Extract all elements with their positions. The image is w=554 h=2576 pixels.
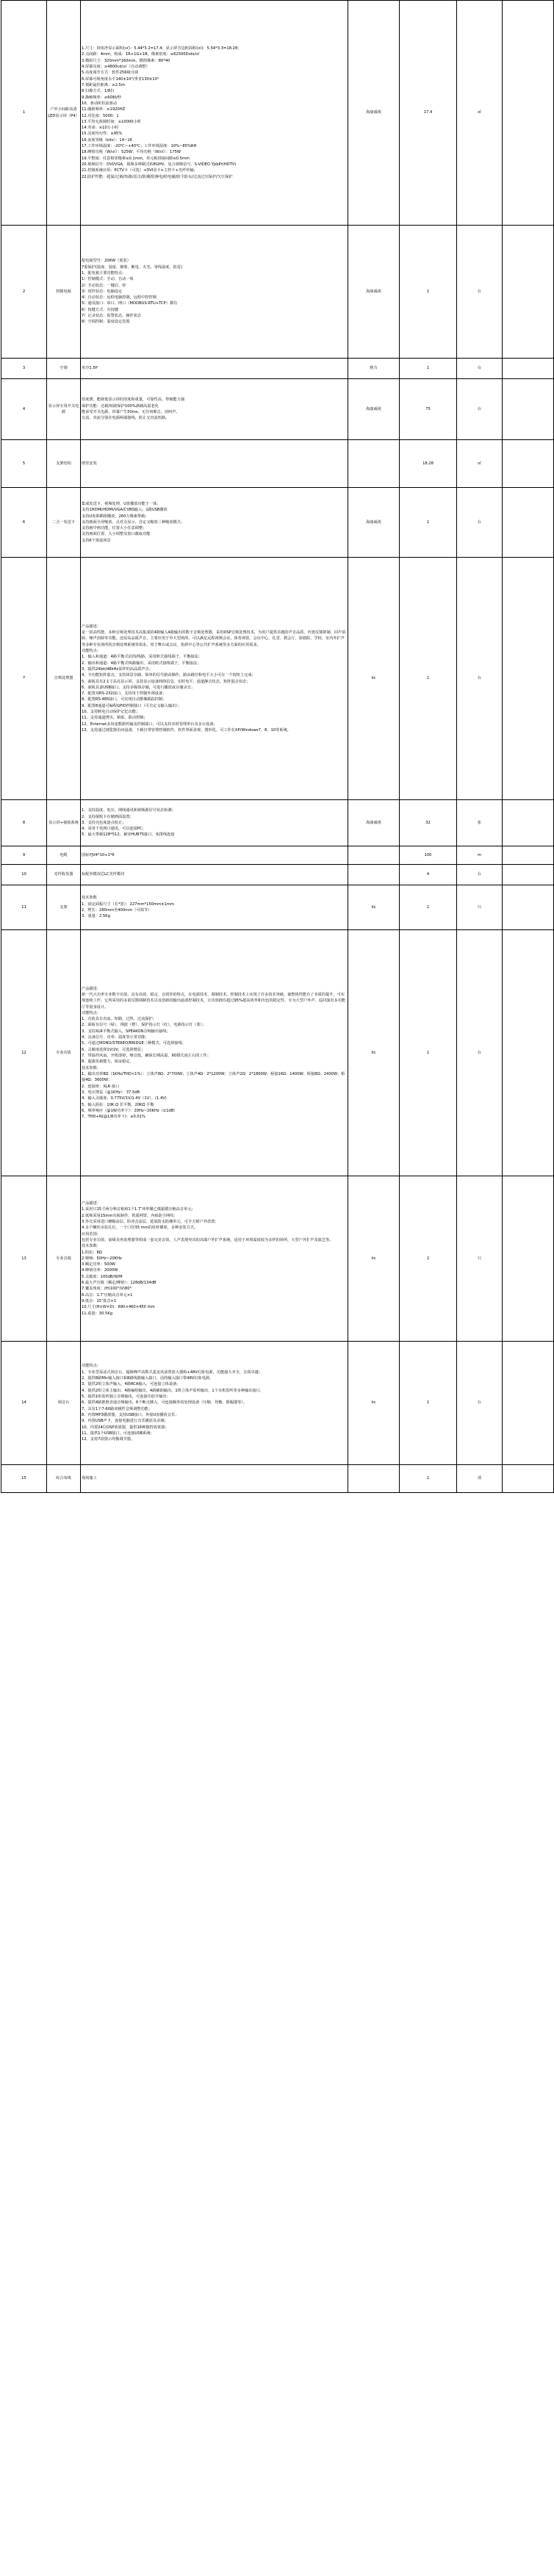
item-blank (503, 865, 554, 885)
item-spec (81, 846, 348, 865)
item-name: 显示屏+接收系统 (47, 800, 81, 846)
spec-line: 产品描述： (82, 986, 101, 991)
spec-line: 能承受开关电源，屏幕产生50ms，无任何难音，消叫声。 (82, 410, 180, 414)
item-quantity: 1 (400, 1342, 457, 1465)
spec-line: 7、带温控风扇，开机即停，噪音低，确保长期高温、60摄氏度左右的工作； (82, 1054, 211, 1058)
table-row (1, 1342, 554, 1465)
table-row (1, 846, 554, 865)
table-row (1, 440, 554, 488)
item-blank (503, 1342, 554, 1465)
spec-line: 1、支持温度、电压、网线通讯和视频源信号状态检测； (82, 808, 176, 813)
item-unit: 台 (457, 865, 503, 885)
item-name: 支架结构 (47, 440, 81, 488)
item-unit: 只 (457, 885, 503, 930)
item-spec (81, 379, 348, 440)
item-spec (81, 865, 348, 885)
item-blank (503, 1, 554, 226)
spec-line: 13、支持通过浏览器访问设备，下载自带管理控制软件，软件界面直观、图形化，可工作在XP/Windows7、8、10等系统。 (82, 728, 291, 733)
spec-line: 3、支持亮色度逐点校正； (82, 820, 126, 825)
item-quantity: 100 (400, 846, 457, 865)
spec-line: 3、支持XLR平衡式输入，SPEAKON音响输出接线； (82, 1029, 170, 1034)
spec-line: 3）时控状态：电脑设定 (82, 289, 123, 294)
spec-line: 3、提供2组立体声输入，4路RCA输入，可连接立体设备； (82, 1382, 181, 1387)
spec-line: 4.屏幕亮度：≥4800cd/㎡（自动调整） (82, 65, 150, 69)
item-brand: itc (348, 1176, 400, 1342)
item-blank (503, 800, 554, 846)
row-number: 15 (1, 1465, 47, 1493)
row-number: 1 (1, 1, 47, 226)
spec-line: 支持画中画功能，位置大小任意调整； (82, 526, 147, 531)
row-number: 8 (1, 800, 47, 846)
item-name: 专业音箱 (47, 1176, 81, 1342)
item-brand: itc (348, 885, 400, 930)
item-quantity: 1 (400, 1465, 457, 1493)
spec-line: 5、最大带载128*512，兼容HUB75接口，免排线连接 (82, 832, 175, 838)
spec-line: 2）手动状态：一键启、停 (82, 283, 126, 288)
spec-line: 12.对比度：5000：1 (82, 113, 119, 118)
item-unit: 只 (457, 1176, 503, 1342)
spec-line: 1）控制模式：手动、自动一体 (82, 277, 134, 282)
item-blank (503, 846, 554, 865)
item-unit: 台 (457, 558, 503, 800)
item-blank (503, 359, 554, 379)
item-blank (503, 440, 554, 488)
item-name: 综合布线 (47, 1465, 81, 1493)
spec-line: 3.额定功率：500W (82, 1262, 115, 1267)
item-quantity: 17.4 (400, 1, 457, 226)
item-unit: 项 (457, 1465, 503, 1493)
spec-line: 支持画面全屏缩放、点对点显示、自定义缩放三种缩放模式； (82, 519, 185, 525)
table-row (1, 800, 554, 846)
item-spec (81, 488, 348, 558)
spec-line: 11.重量：30.5Kg (82, 1311, 113, 1316)
spec-line: 10、驱动IC恒流驱动 (82, 101, 118, 106)
spec-line: 配电箱型号：20KW（预装） (82, 259, 131, 264)
spec-line: 交流、直流分别在电源两端接线，防止交直流短路。 (82, 416, 170, 421)
row-number: 12 (1, 930, 47, 1176)
spec-line: 5.灵敏度：100dB/W/M (82, 1274, 123, 1279)
table-row (1, 1465, 554, 1493)
spec-line: 1、配电箱主要功能特点： (82, 270, 126, 276)
spec-line: 7重保护(温度、湿度、烟雾、断电、火光、零线温度、防雷) (82, 265, 183, 270)
spec-line: 国标YJV4*10+1*6 (82, 852, 115, 857)
item-spec (81, 558, 348, 800)
spec-line: 6）按键方式：有按键 (82, 307, 118, 312)
equipment-table (1, 0, 554, 1493)
item-brand: 海康威视 (348, 488, 400, 558)
spec-line: 4）自动状态：远程电脑控制，远程中控控制 (82, 295, 157, 301)
item-quantity: 1 (400, 359, 457, 379)
spec-line: 3.外壳采用进口聚脲涂层，防冲击涂层，延展防水防潮单元，可全天候户外放置； (82, 1219, 219, 1224)
row-number: 4 (1, 379, 47, 440)
item-quantity: 1 (400, 488, 457, 558)
spec-line: 7、配置双RS-232接口，支持用于控制外部设备； (82, 691, 167, 697)
spec-line: 壁挂安装 (82, 461, 97, 466)
spec-line: 5、可通过MONO/STEREO/BRIDGE三种模式，可选择接线； (82, 1041, 186, 1046)
spec-line: 9.换帧频率：≥60帧/秒 (82, 95, 121, 100)
spec-line: 1、功放具有直流、短路、过热、过流保护； (82, 1017, 157, 1022)
spec-line: 5、输入阻抗：10K Ω 非平衡、20KΩ 平衡 (82, 1102, 154, 1107)
spec-line: 2.低频采用15mm夹板制作，铁质网罩，内贴防尘网纹； (82, 1213, 178, 1218)
spec-line: 1.尺寸：屏体净显示面积(㎡)：5.44*3.2=17.4；显示屏含边框面积(㎡)：5.54*3.3=18.28； (82, 46, 242, 51)
spec-line: 12、Enternet多用途数据传输及控制端口，可以支持实时管理单台及多台设备； (82, 722, 217, 727)
spec-line: 1、专业型采添式调音台，超级峰声高数式麦克风前置放大器和+48V幻象电源，功能强大齐全，音质卓越； (82, 1370, 263, 1375)
item-brand: itc (348, 558, 400, 800)
spec-line: 21.控制系统应用：PCTV卡（可选）+DVI显卡+主控卡+光纤传输； (82, 168, 198, 173)
spec-line: 4、具备信号、功率、温度等正常功能； (82, 1035, 149, 1040)
spec-line: 1、输入和通道：4路平衡式话筒/线路，采用欧式接线端子，平衡接法； (82, 655, 202, 660)
spec-line: 技术参数： (82, 1065, 101, 1071)
spec-line: 9、配置8通道可编程GPIO控制接口（可自定义输入输出）； (82, 703, 182, 708)
table-row (1, 930, 554, 1176)
spec-line: 19.平整度：任意相邻像素≤0.1mm，单元板拼接间隙≤0.5mm (82, 156, 190, 161)
table-row (1, 359, 554, 379)
spec-line: 6.屏幕可视角度水平140±10°/垂直130±10° (82, 76, 159, 82)
spec-line: 4、提供2组立体主输出、4路编组输出，4路辅助输出，1组立体声监听输出，1个耳机监听等多种输出接口， (82, 1388, 265, 1393)
spec-line: 应用范围： (82, 1231, 101, 1237)
spec-line: 4.多个螺丝吊装孔位，一个口径35 mm的柱杆插座，多种安装方式。 (82, 1226, 198, 1231)
spec-line: 10、内置24位DSP效果器，提供16种独特效果器； (82, 1425, 169, 1430)
item-spec (81, 930, 348, 1176)
item-quantity: 2 (400, 885, 457, 930)
spec-line: 6、灵敏度选择1V/2V，可选择增益； (82, 1047, 145, 1052)
spec-line: 2、提供8路Mic输入接口和8路线路输入接口，话筒输入接口带48V幻象电源， (82, 1376, 214, 1381)
row-number: 2 (1, 226, 47, 359)
item-unit: 台 (457, 226, 503, 359)
spec-line: 单冷1.5P (82, 366, 98, 371)
spec-line: 支持6个预设场景 (82, 538, 111, 543)
spec-line: 6、频率响应（@1W功率下）：20Hz~20KHz（±1dB） (82, 1108, 178, 1113)
equipment-table-body (1, 1, 554, 1493)
spec-line: 技术参数： (82, 1244, 101, 1249)
spec-line: 13.平均无故障时间：≥10000小时 (82, 119, 141, 124)
spec-line: 11.刷新频率：≥1920HZ (82, 107, 126, 112)
row-number: 11 (1, 885, 47, 930)
item-brand: 海康威视 (348, 1, 400, 226)
spec-line: 7、THD+N(@1/8功率下)：≤0.01% (82, 1115, 145, 1120)
item-brand: itc (348, 1342, 400, 1465)
item-brand: itc (348, 930, 400, 1176)
item-spec (81, 440, 348, 488)
item-brand: 格力 (348, 359, 400, 379)
spec-line: 2、输出和通道：4路平衡式线路输出，采用欧式接线端子，平衡接法； (82, 661, 201, 666)
row-number: 9 (1, 846, 47, 865)
item-brand: 海康威视 (348, 800, 400, 846)
spec-line: 5.亮度调节方式：软件256级可调 (82, 71, 139, 76)
table-row (1, 226, 554, 359)
spec-line: 2、面板有信号（绿）、削波（橙）、保护指示灯（红），电源指示灯（蓝）； (82, 1023, 206, 1028)
spec-line: 4、输入灵敏度：0.775V/1V/1.4V（1V）、(1.4V) (82, 1096, 167, 1101)
item-unit: m (457, 846, 503, 865)
table-row (1, 1176, 554, 1342)
spec-line: 4、全功能矩阵混音，支持场景存储，简单的信号路由操作，路由路径和电平大小可在一个按钮上完成； (82, 673, 256, 678)
spec-line: 6.最大声压级（额定/峰值）：128dB/134dB (82, 1281, 157, 1286)
spec-line: 8、配置RS-485接口，可实现自动摄像跟踪控制； (82, 697, 167, 702)
spec-line: 5、提供1组监听独立音频输出，可连接功放并输出； (82, 1395, 170, 1400)
spec-line: 功能特点： (82, 648, 101, 653)
item-unit: 台 (457, 1342, 503, 1465)
item-blank (503, 1465, 554, 1493)
spec-line: 8.高音：1.7″压缩高音单元×1 (82, 1292, 133, 1298)
table-row (1, 488, 554, 558)
spec-line: 1、固定面板尺寸（长*宽）：227mm*150mm±1mm (82, 902, 174, 907)
item-blank (503, 488, 554, 558)
spec-line: 22.防护性能：超温/过载/短路/雷击/防潮/防静电/防电磁/防尘防水/过流过压保护/欠压保护 (82, 174, 233, 179)
spec-line: 标配单模双芯LC光纤模块 (82, 872, 125, 877)
item-spec (81, 1342, 348, 1465)
spec-line: 2、连接座：XLR 接口 (82, 1084, 120, 1089)
spec-line: 保护功能：过载/短路保护100%满载高温老化 (82, 403, 159, 409)
item-unit: 台 (457, 379, 503, 440)
spec-line: 11、支持通道拷贝、粘贴、联动控制； (82, 716, 148, 721)
item-name: 空调 (47, 359, 81, 379)
spec-line: 7、具有1个7-60路双极性音频调整功能； (82, 1406, 153, 1411)
item-blank (503, 885, 554, 930)
item-name: 支架 (47, 885, 81, 930)
spec-line: 5、面板具有2.1寸高亮显示屏，支持显示设备网络信息、实时电平、通道静音状态、矩阵混音状态； (82, 679, 251, 684)
spec-line: 厚度薄，能降低显示屏的厚度和重量，可靠性高，带载能力强 (82, 397, 185, 403)
table-row (1, 1, 554, 226)
row-number: 5 (1, 440, 47, 488)
spec-line: 2.频响：50Hz~20KHz (82, 1256, 122, 1261)
spec-line: 2.点间距：4mm，构成：1R+1G+1B，像素密度：≥62500Dots/㎡ (82, 52, 200, 57)
table-row (1, 885, 554, 930)
item-name: 户外小间距高清LED显示屏（P4） (47, 1, 81, 226)
item-blank (503, 226, 554, 359)
item-unit: 台 (457, 359, 503, 379)
item-brand (348, 865, 400, 885)
item-name: 二合一发送卡 (47, 488, 81, 558)
item-blank (503, 379, 554, 440)
item-spec (81, 800, 348, 846)
spec-line: 8、内置MP3播放器，支持USB接口，外接U盘播放音乐； (82, 1412, 179, 1417)
spec-line: 16.灰度等级（bits）：14~16 (82, 137, 132, 143)
spec-line: 6、提供4路推推直通音频输出，6个断点插入，可连接额外的处理设备（压缩、均衡、限幅器等）。 (82, 1400, 248, 1406)
item-spec (81, 1, 348, 226)
spec-line: 8、超强负载能力，保证稳定。 (82, 1059, 134, 1065)
item-brand (348, 440, 400, 488)
item-name: 音频处理器 (47, 558, 81, 800)
spec-line: 10、支持断电自动保护记忆功能； (82, 710, 140, 715)
spec-line: 3.模组尺寸：320mm*160mm，模组像素：80*40 (82, 58, 170, 63)
spec-line: 9、内置USB声卡，连接电脑进行音乐播放及录制； (82, 1419, 168, 1424)
spec-line: 7.覆盖角度：(H)100°(V)80° (82, 1287, 132, 1292)
item-spec (81, 226, 348, 359)
spec-line: 技术参数 (82, 896, 97, 901)
item-brand: 海康威视 (348, 379, 400, 440)
table-row (1, 865, 554, 885)
spec-line: 现场施工 (82, 1476, 97, 1481)
item-name: 控制电箱 (47, 226, 81, 359)
spec-line: 20.视频信号：DVI/VGA，视频多种制式转8GHV、复合视频信号、S-VIDEO YpbPr(HDTV) (82, 162, 237, 167)
spec-line: 15.亮度均匀性：≥95% (82, 132, 123, 137)
item-blank (503, 930, 554, 1176)
item-name: 电缆 (47, 846, 81, 865)
spec-line: 支持画面位置、大小调整及窗口截取功能 (82, 532, 151, 537)
item-spec (81, 1176, 348, 1342)
spec-line: 8）空调控制：温度设定范围 (82, 320, 130, 325)
table-row (1, 379, 554, 440)
spec-line: 集成发送卡、视频处理、U盘播放功能于一体； (82, 501, 161, 506)
spec-line: 2、臂长：280mm至400mm（可调节） (82, 908, 152, 913)
spec-line: 3、重量：2.5Kg (82, 914, 110, 919)
item-unit: ㎡ (457, 1, 503, 226)
spec-line: 10.尺寸(H×W×D)：690×460×450 mm (82, 1305, 155, 1310)
table-row (1, 558, 554, 800)
item-quantity: 75 (400, 379, 457, 440)
item-name: 专业功放 (47, 930, 81, 1176)
item-name: 调音台 (47, 1342, 81, 1465)
item-quantity: 1 (400, 226, 457, 359)
spec-line: 12、支持7段图示均衡调节器。 (82, 1437, 135, 1442)
spec-line: 1.阻抗：8Ω (82, 1250, 102, 1255)
item-quantity: 2 (400, 1176, 457, 1342)
spec-line: 5）通讯接口：串口、网口（MODBUS-RTU+TCP）都有 (82, 301, 178, 306)
item-name: 光纤收发器 (47, 865, 81, 885)
spec-line: 9.低音：15″低音×1 (82, 1299, 117, 1304)
spec-line: 是一款高性能，多种音频处理技术高集成的4路输入4路输出的数字音频处理器，采用DSP音频处理技术，为用户提供卓越的声音品质，内置反馈抑制、回声消除、噪声消除等功能，还原高品质声音，主要应用于中大型场所，可以满足远程视频会议，体育场馆、会议中心、礼堂、教会厅、影剧院、学校、室内外扩声等多种专业场所的音频处理系统等需求，用于舞台或会议，指挥中心等公共扩声系统等多方面的应用需求。 (82, 630, 346, 647)
spec-line: 14.寿命：≥10万小时 (82, 126, 119, 131)
spec-line: 17.工作环境温度：-20℃~+40℃；工作环境湿度：10%~85%RH (82, 144, 197, 149)
item-brand (348, 1465, 400, 1493)
item-quantity: 1 (400, 558, 457, 800)
row-number: 14 (1, 1342, 47, 1465)
spec-line: 包括专业功放、前级及再处理器等组成一套完美音效，人声表现突出的高端户外扩声系统，适用于环境温度较为多样的场所，大型户外扩声及演艺等。 (82, 1237, 334, 1242)
item-unit: ㎡ (457, 440, 503, 488)
spec-line: 产品描述： (82, 624, 101, 629)
row-number: 13 (1, 1176, 47, 1342)
item-blank (503, 558, 554, 800)
item-spec (81, 359, 348, 379)
item-blank (503, 1176, 554, 1342)
spec-line: 2、支持接收卡存储画面设置； (82, 814, 134, 819)
spec-line: 支持U盘即插即播放，260万像素带载； (82, 514, 149, 519)
item-unit: 台 (457, 930, 503, 1176)
item-quantity: 18.28 (400, 440, 457, 488)
spec-line: 18.峰值功耗（W/㎡）：525W；平均功耗（W/㎡）：175W (82, 150, 181, 155)
spec-line: 3、提供24bit/48kHz采样的高品质声音； (82, 666, 153, 672)
spec-line: 8.扫描方式：1/8扫 (82, 89, 115, 94)
row-number: 10 (1, 865, 47, 885)
spec-line: 产品描述： (82, 1201, 101, 1206)
item-quantity: 32 (400, 800, 457, 846)
row-number: 6 (1, 488, 47, 558)
row-number: 7 (1, 558, 47, 800)
item-spec (81, 885, 348, 930)
spec-line: 6、面板具备USB接口，支持多媒体存储，可进行播放或存储录音； (82, 685, 195, 690)
spec-line: 功能特点： (82, 1010, 101, 1015)
item-name: 显示屏专用开关电源 (47, 379, 81, 440)
item-quantity: 1 (400, 930, 457, 1176)
spec-line: 4、采用千兆网口通讯，可以连接PC； (82, 827, 146, 832)
spec-line: 功能特点： (82, 1364, 101, 1369)
spec-line: 7.视距最佳距离：≥2.5m (82, 82, 125, 87)
item-unit: 台 (457, 488, 503, 558)
spec-line: 新一代大功率专业数字功放，具有高效、稳定、音质佳的特点，在电源技术、调制技术、控制技术上实现了许多技术突破，使整体性能有了本质的提升，可实现连续工作，它所采用的多重反馈调制技术以及创新的输出滤波控制技术，让功放拥有超过95%超高效率和出色的稳定性，专为大型户外声、巡回演出多功能厅等量身设计。 (82, 992, 346, 1010)
row-number: 3 (1, 359, 47, 379)
item-brand: 海康威视 (348, 226, 400, 359)
spec-line: 4.峰值功率：2000W (82, 1268, 118, 1273)
spec-line: 11、提供1个USB接口，可连接USB系统； (82, 1431, 154, 1436)
item-unit: 张 (457, 800, 503, 846)
spec-line: 3、电压增益（@1KHz）：37.5dB (82, 1090, 140, 1095)
spec-line: 1.采用只15寸两分频音箱和1个1.7″环形聚乙烯振膜压缩高音单元； (82, 1207, 195, 1212)
spec-line: 支持1HDMI/HDMI/VGA/CVBS输入；1路USB播放 (82, 508, 168, 513)
spec-line: 7）记录状态：报警状态、操作状态 (82, 314, 142, 319)
item-spec (81, 1465, 348, 1493)
item-quantity: 4 (400, 865, 457, 885)
item-brand (348, 846, 400, 865)
spec-line: 1、输出功率8Ω（1KHz/THD<1%）：立体声8Ω：2*700W；立体声4Ω：2*1200W；立体声2Ω：2*1800W；桥接16Ω：1400W；桥接8Ω：2400W；桥接4Ω：3600W； (82, 1071, 345, 1083)
